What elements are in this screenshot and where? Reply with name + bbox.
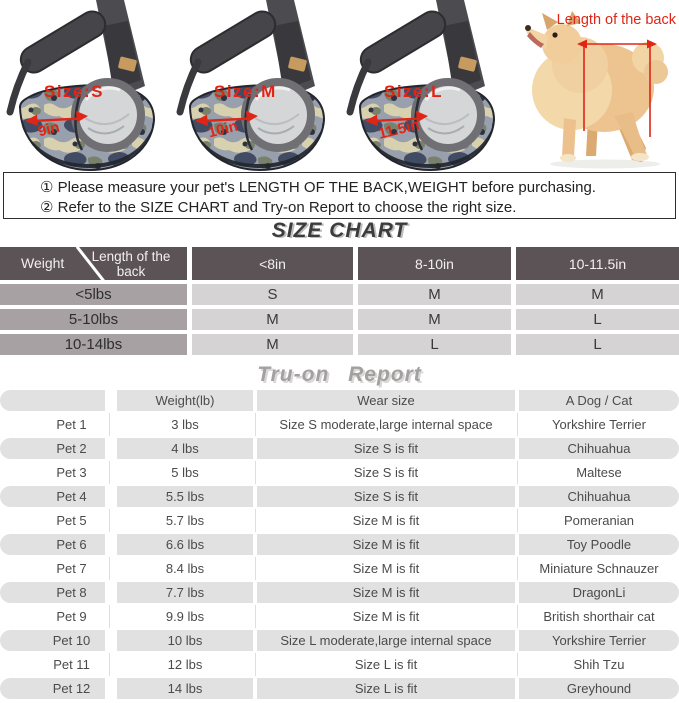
size-chart-cell: L [358, 334, 511, 355]
tryon-header-cell [0, 390, 105, 411]
tryon-report-body [0, 390, 679, 699]
size-chart-cell: M [192, 309, 353, 330]
size-chart-row [0, 284, 679, 305]
tryon-cell: Yorkshire Terrier [519, 630, 679, 651]
tryon-cell: 5 lbs [117, 462, 253, 483]
size-chart-row-label: <5lbs [0, 284, 187, 305]
tryon-cell: Shih Tzu [519, 654, 679, 675]
bag-width-label: 9in [36, 118, 62, 141]
tryon-cell: Pet 7 [0, 558, 105, 579]
tryon-row [0, 462, 679, 483]
tryon-row [0, 630, 679, 651]
tryon-header-cell: Wear size [257, 390, 515, 411]
tryon-cell: 12 lbs [117, 654, 253, 675]
size-chart-cell: L [516, 309, 679, 330]
tryon-cell: 3 lbs [117, 414, 253, 435]
back-length-annotation: Length of the back [556, 12, 676, 28]
size-chart-row [0, 334, 679, 355]
tryon-cell: Size L is fit [257, 654, 515, 675]
tryon-cell: Pet 6 [0, 534, 105, 555]
size-chart-corner-cell [0, 247, 187, 280]
bag-width-label: 10in [206, 117, 240, 142]
tryon-cell: Yorkshire Terrier [519, 414, 679, 435]
tryon-report-title: Tru-on Report [257, 363, 422, 386]
tryon-row [0, 582, 679, 603]
tryon-cell: 5.5 lbs [117, 486, 253, 507]
tryon-cell: Toy Poodle [519, 534, 679, 555]
tryon-cell: Pet 4 [0, 486, 105, 507]
bag-photo-medium [170, 0, 340, 172]
tryon-cell: Size S is fit [257, 438, 515, 459]
tryon-cell: Pet 11 [0, 654, 105, 675]
tryon-cell: Pet 10 [0, 630, 105, 651]
tryon-cell: Pomeranian [519, 510, 679, 531]
size-chart-cell: M [358, 284, 511, 305]
tryon-cell: Size M is fit [257, 534, 515, 555]
tryon-header-cell: A Dog / Cat [519, 390, 679, 411]
tryon-cell: 10 lbs [117, 630, 253, 651]
tryon-cell: Pet 12 [0, 678, 105, 699]
tryon-cell: Pet 8 [0, 582, 105, 603]
tryon-cell: 9.9 lbs [117, 606, 253, 627]
dog-measurement-photo [510, 0, 679, 172]
bag-width-label: 11.5in [376, 116, 422, 143]
tryon-cell: Maltese [519, 462, 679, 483]
tryon-cell: Size M is fit [257, 558, 515, 579]
size-chart-cell: S [192, 284, 353, 305]
tryon-cell: Size L moderate,large internal space [257, 630, 515, 651]
size-chart-header-row [0, 247, 679, 280]
tryon-cell: Size L is fit [257, 678, 515, 699]
tryon-cell: Size S moderate,large internal space [257, 414, 515, 435]
tryon-row [0, 510, 679, 531]
tryon-cell: Pet 9 [0, 606, 105, 627]
tryon-row [0, 678, 679, 699]
size-chart-row-label: 10-14lbs [0, 334, 187, 355]
tryon-cell: Pet 1 [0, 414, 105, 435]
tryon-cell: 6.6 lbs [117, 534, 253, 555]
tryon-cell: Chihuahua [519, 438, 679, 459]
tryon-report-table [0, 390, 679, 702]
tryon-cell: Size M is fit [257, 510, 515, 531]
tryon-cell: Size S is fit [257, 462, 515, 483]
tryon-cell: 5.7 lbs [117, 510, 253, 531]
tryon-cell: 8.4 lbs [117, 558, 253, 579]
hero-photo-strip [0, 0, 679, 172]
tryon-row [0, 654, 679, 675]
bag-size-label: Size:S [44, 82, 105, 101]
tryon-cell: Size M is fit [257, 606, 515, 627]
size-chart-column-header: 8-10in [358, 247, 511, 280]
tryon-cell: DragonLi [519, 582, 679, 603]
tryon-row [0, 558, 679, 579]
tryon-row [0, 414, 679, 435]
size-chart-row [0, 309, 679, 330]
tryon-row [0, 438, 679, 459]
tryon-cell: Miniature Schnauzer [519, 558, 679, 579]
tryon-cell: Size S is fit [257, 486, 515, 507]
tryon-row [0, 486, 679, 507]
size-chart-body [0, 284, 679, 355]
size-chart-cell: M [358, 309, 511, 330]
size-chart-row-label: 5-10lbs [0, 309, 187, 330]
tryon-row [0, 606, 679, 627]
tryon-cell: Chihuahua [519, 486, 679, 507]
tryon-cell: 4 lbs [117, 438, 253, 459]
bag-size-label: Size:L [384, 82, 444, 101]
note-line-1: ① Please measure your pet's LENGTH OF THE BACK,WEIGHT before purchasing. [40, 179, 596, 196]
corner-length-label: Length of the back [91, 249, 171, 279]
size-chart-table [0, 247, 679, 359]
purchase-notes-box [3, 172, 676, 219]
tryon-cell: British shorthair cat [519, 606, 679, 627]
corner-weight-label: Weight [21, 255, 65, 271]
size-chart-cell: M [516, 284, 679, 305]
bag-photo-small [0, 0, 170, 172]
tryon-cell: Pet 3 [0, 462, 105, 483]
size-chart-column-header: 10-11.5in [516, 247, 679, 280]
bag-photo-large [340, 0, 510, 172]
size-chart-cell: M [192, 334, 353, 355]
bag-size-label: Size:M [214, 82, 277, 101]
size-chart-cell: L [516, 334, 679, 355]
size-chart-title: SIZE CHART [271, 219, 408, 242]
size-chart-column-header: <8in [192, 247, 353, 280]
tryon-header-row [0, 390, 679, 411]
tryon-cell: Pet 5 [0, 510, 105, 531]
tryon-cell: 14 lbs [117, 678, 253, 699]
tryon-cell: Pet 2 [0, 438, 105, 459]
tryon-row [0, 534, 679, 555]
tryon-cell: Greyhound [519, 678, 679, 699]
note-line-2: ② Refer to the SIZE CHART and Try-on Report to choose the right size. [40, 199, 517, 216]
tryon-header-cell: Weight(lb) [117, 390, 253, 411]
tryon-cell: 7.7 lbs [117, 582, 253, 603]
tryon-cell: Size M is fit [257, 582, 515, 603]
